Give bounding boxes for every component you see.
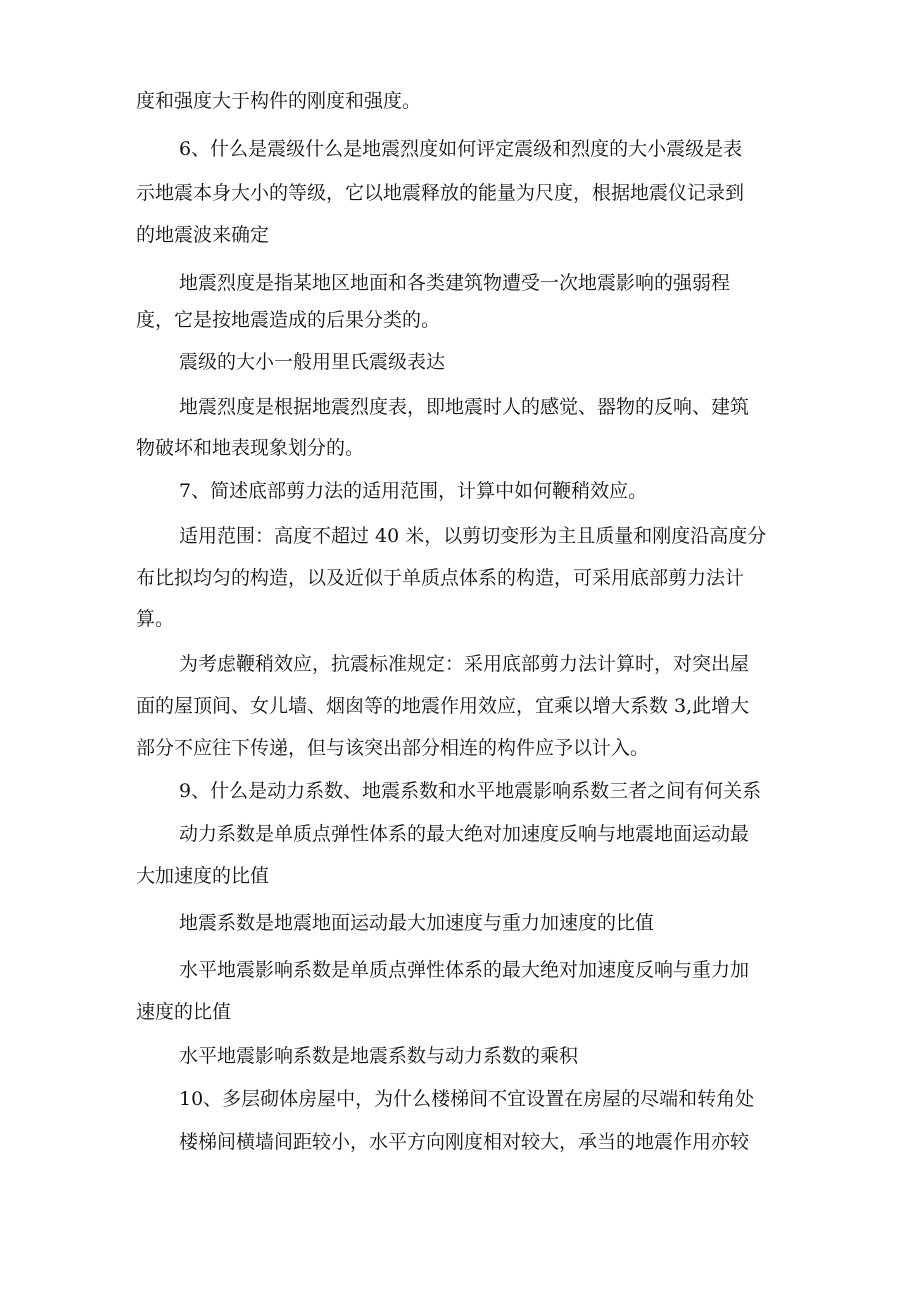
text-line: 楼梯间横墙间距较小，水平方向刚度相对较大，承当的地震作用亦较 (179, 1131, 750, 1153)
text-line: 水平地震影响系数是单质点弹性体系的最大绝对加速度反响与重力加 (179, 959, 750, 981)
text-line: 动力系数是单质点弹性体系的最大绝对加速度反响与地震地面运动最 (179, 823, 750, 845)
text-line: 地震系数是地震地面运动最大加速度与重力加速度的比值 (179, 912, 655, 934)
question-9-heading: 9、什么是动力系数、地震系数和水平地震影响系数三者之间有何关系 (179, 780, 762, 802)
text-line: 水平地震影响系数是地震系数与动力系数的乘积 (179, 1045, 579, 1067)
text-line: 的地震波来确定 (136, 224, 270, 246)
text-line: 布比拟均匀的构造，以及近似于单质点体系的构造，可采用底部剪力法计 (136, 567, 745, 589)
text-line: 算。 (136, 608, 175, 630)
text-line: 地震烈度是根据地震烈度表，即地震时人的感觉、器物的反响、建筑 (179, 396, 750, 418)
question-10-heading: 10、多层砌体房屋中，为什么楼梯间不宜设置在房屋的尽端和转角处 (179, 1088, 755, 1110)
text-line: 面的屋顶间、女儿墙、烟囱等的地震作用效应，宜乘以增大系数 3,此增大 (136, 695, 750, 717)
question-7-heading: 7、简述底部剪力法的适用范围，计算中如何鞭稍效应。 (179, 480, 648, 502)
text-line: 示地震本身大小的等级，它以地震释放的能量为尺度，根据地震仪记录到 (136, 182, 745, 204)
text-line: 速度的比值 (136, 1001, 232, 1023)
text-line: 度，它是按地震造成的后果分类的。 (136, 309, 441, 331)
text-line: 震级的大小一般用里氏震级表达 (179, 351, 446, 373)
text-line: 度和强度大于构件的刚度和强度。 (136, 90, 422, 112)
text-line: 地震烈度是指某地区地面和各类建筑物遭受一次地震影响的强弱程 (179, 272, 731, 294)
text-line: 为考虑鞭稍效应，抗震标准规定：采用底部剪力法计算时，对突出屋 (179, 653, 750, 675)
text-line: 部分不应往下传递，但与该突出部分相连的构件应予以计入。 (136, 737, 650, 759)
text-line: 适用范围：高度不超过 40 米，以剪切变形为主且质量和刚度沿高度分 (179, 525, 767, 547)
question-6-heading: 6、什么是震级什么是地震烈度如何评定震级和烈度的大小震级是表 (179, 138, 743, 160)
text-line: 大加速度的比值 (136, 865, 270, 887)
text-line: 物破坏和地表现象划分的。 (136, 437, 365, 459)
